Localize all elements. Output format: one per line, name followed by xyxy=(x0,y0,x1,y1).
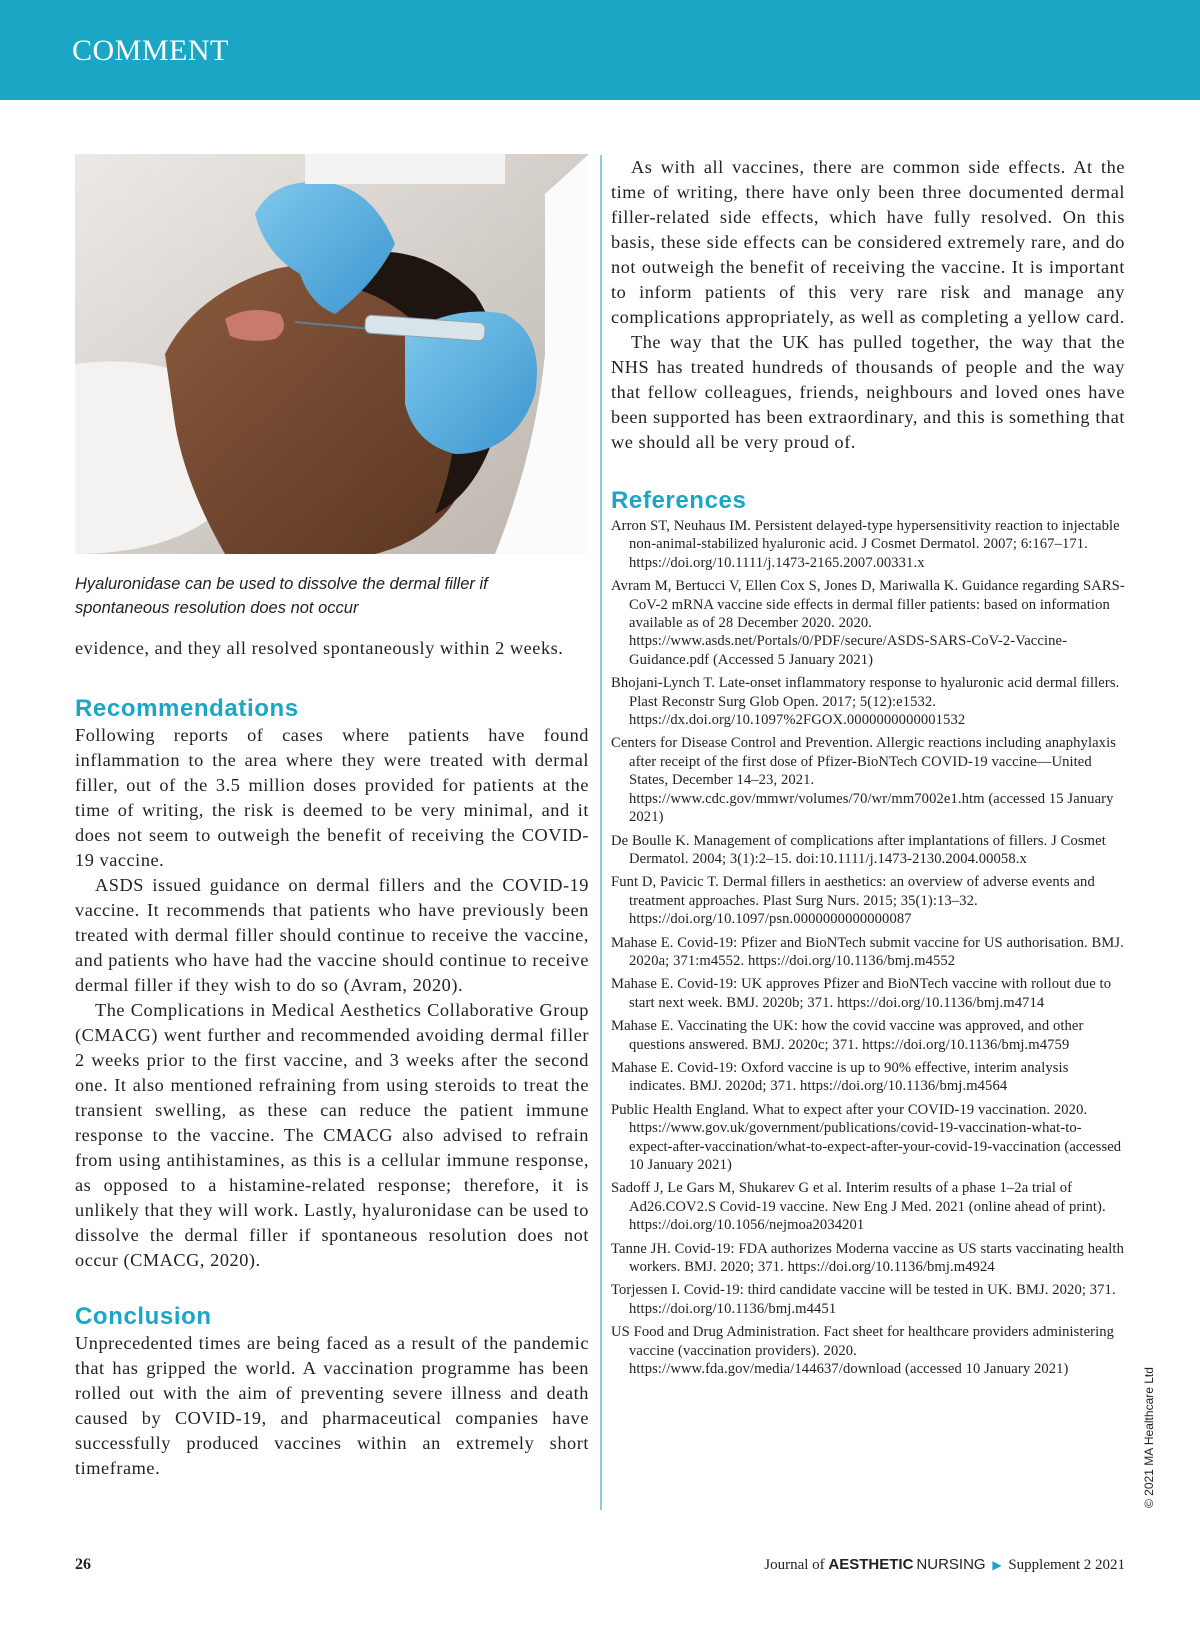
recommendations-paragraph: ASDS issued guidance on dermal fillers and the COVID-19 vaccine. It recommends that patients who have previously been treated with dermal filler should continue to receive the vaccine, and patients who have had the vaccine should continue to receive dermal filler if they wish to do so (Avram, 2020). xyxy=(75,875,589,995)
recommendations-heading: Recommendations xyxy=(75,695,299,722)
reference-item: Centers for Disease Control and Prevention. Allergic reactions including anaphylaxis after receipt of the first dose of Pfizer-BioNTech COVID-19 vaccine—United States, December 14–23, 2021. https://www.cdc.gov/mmwr/volumes/70/wr/mm7002e1.htm (accessed 15 January 2021) xyxy=(611,735,1117,826)
journal-footer xyxy=(764,1556,1125,1574)
reference-item: Tanne JH. Covid-19: FDA authorizes Moderna vaccine as US starts vaccinating health workers. BMJ. 2020; 371. https://doi.org/10.1136/bmj.m4924 xyxy=(611,1240,1124,1276)
figure-caption: Hyaluronidase can be used to dissolve the dermal filler if spontaneous resolution does not occur xyxy=(75,575,488,617)
conclusion-paragraph: Unprecedented times are being faced as a result of the pandemic that has gripped the world. A vaccination programme has been rolled out with the aim of preventing severe illness and death caused by COVID-19, and pharmaceutical companies have successfully produced vaccines within an extremely short timeframe. xyxy=(75,1333,589,1478)
reference-item: Mahase E. Covid-19: UK approves Pfizer and BioNTech vaccine with rollout due to start next week. BMJ. 2020b; 371. https://doi.org/10.1136/bmj.m4714 xyxy=(611,976,1112,1011)
copyright-notice: © 2021 MA Healthcare Ltd xyxy=(1142,1367,1156,1508)
left-column xyxy=(75,636,589,1481)
reference-item: Bhojani-Lynch T. Late-onset inflammatory response to hyaluronic acid dermal fillers. Plast Reconstr Surg Glob Open. 2017; 5(12):e1532. https://dx.doi.org/10.1097%2FGOX.0000000000001532 xyxy=(611,675,1120,729)
references-list xyxy=(611,517,1125,1378)
right-column xyxy=(611,155,1125,1383)
continuation-paragraph: evidence, and they all resolved spontaneously within 2 weeks. xyxy=(75,638,564,658)
journal-prefix: Journal of xyxy=(764,1557,825,1573)
reference-item: Torjessen I. Covid-19: third candidate vaccine will be tested in UK. BMJ. 2020; 371. https://doi.org/10.1136/bmj.m4451 xyxy=(611,1282,1116,1317)
recommendations-paragraph: Following reports of cases where patients have found inflammation to the area where they were treated with dermal filler, out of the 3.5 million doses provided for patients at the time of writing, the risk is deemed to be very minimal, and it does not seem to outweigh the benefit of receiving the COVID-19 vaccine. xyxy=(75,725,589,870)
references-heading: References xyxy=(611,487,747,514)
reference-item: Avram M, Bertucci V, Ellen Cox S, Jones D, Mariwalla K. Guidance regarding SARS-CoV-2 mRNA vaccine side effects in dermal filler patients: based on information available as of 28 December 2020. 2020. https://www.asds.net/Portals/0/PDF/secure/ASDS-SARS-CoV-2-Vaccine-Guidance.pdf (Accessed 5 January 2021) xyxy=(611,578,1125,668)
page-number: 26 xyxy=(75,1556,91,1573)
reference-item: Mahase E. Covid-19: Pfizer and BioNTech submit vaccine for US authorisation. BMJ. 2020a; 371:m4552. https://doi.org/10.1136/bmj.m4552 xyxy=(611,934,1124,969)
reference-item: Arron ST, Neuhaus IM. Persistent delayed-type hypersensitivity reaction to injectable non-animal-stabilized hyaluronic acid. J Cosmet Dermatol. 2007; 6:167–171. https://doi.org/10.1111/j.1473-2165.2007.00331.x xyxy=(611,518,1120,571)
header-bar xyxy=(0,0,1200,100)
section-label: COMMENT xyxy=(72,34,229,67)
conclusion-heading: Conclusion xyxy=(75,1303,212,1330)
reference-item: Mahase E. Vaccinating the UK: how the covid vaccine was approved, and other questions answered. BMJ. 2020c; 371. https://doi.org/10.1136/bmj.m4759 xyxy=(611,1018,1084,1053)
body-paragraph: The way that the UK has pulled together, the way that the NHS has treated hundreds of thousands of people and the way that fellow colleagues, friends, neighbours and loved ones have been supported has been extraordinary, and this is something that we should all be very proud of. xyxy=(611,332,1125,452)
column-divider xyxy=(600,155,602,1510)
figure-photo xyxy=(75,154,589,554)
reference-item: US Food and Drug Administration. Fact sheet for healthcare providers administering vaccine (vaccination providers). 2020. https://www.fda.gov/media/144637/download (accessed 10 January 2021) xyxy=(611,1324,1115,1378)
reference-item: Mahase E. Covid-19: Oxford vaccine is up to 90% effective, interim analysis indicates. BMJ. 2020d; 371. https://doi.org/10.1136/bmj.m4564 xyxy=(611,1059,1069,1095)
reference-item: Sadoff J, Le Gars M, Shukarev G et al. Interim results of a phase 1–2a trial of Ad26.COV2.S Covid-19 vaccine. New Eng J Med. 2021 (online ahead of print). https://doi.org/10.1056/nejmoa2034201 xyxy=(611,1180,1106,1234)
reference-item: Public Health England. What to expect after your COVID-19 vaccination. 2020. https://www.gov.uk/government/publications/covid-19-vaccination-what-to-expect-after-vaccination/what-to-expect-after-your-covid-19-vaccination (accessed 10 January 2021) xyxy=(611,1101,1122,1173)
reference-item: Funt D, Pavicic T. Dermal fillers in aesthetics: an overview of adverse events and treatment approaches. Plast Surg Nurs. 2015; 35(1):13–32. https://doi.org/10.1097/psn.0000000000000087 xyxy=(611,874,1095,928)
recommendations-paragraph: The Complications in Medical Aesthetics Collaborative Group (CMACG) went further and recommended avoiding dermal filler 2 weeks prior to the first vaccine, and 3 weeks after the second one. It also mentioned refraining from using steroids to treat the transient swelling, as these can reduce the patient immune response to the vaccine. The CMACG also advised to refrain from using antihistamines, as this is a cellular immune response, as opposed to a histamine-related response; therefore, it is unlikely that they will work. Lastly, hyaluronidase can be used to dissolve the dermal filler if spontaneous resolution does not occur (CMACG, 2020). xyxy=(75,1000,589,1270)
journal-name-strong: AESTHETIC xyxy=(828,1556,914,1573)
body-paragraph: As with all vaccines, there are common side effects. At the time of writing, there have only been three documented dermal filler-related side effects, which have fully resolved. On this basis, these side effects can be considered extremely rare, and do not outweigh the benefit of receiving the vaccine. It is important to inform patients of this very rare risk and manage any complications appropriately, as well as completing a yellow card. xyxy=(611,157,1125,327)
figure-illustration xyxy=(75,154,589,554)
reference-item: De Boulle K. Management of complications after implantations of fillers. J Cosmet Dermatol. 2004; 3(1):2–15. doi:10.1111/j.1473-2130.2004.00058.x xyxy=(611,832,1106,867)
journal-supplement: Supplement 2 2021 xyxy=(1008,1557,1125,1573)
triangle-right-icon: ▶ xyxy=(992,1558,1002,1572)
journal-name-light: NURSING xyxy=(916,1556,986,1573)
